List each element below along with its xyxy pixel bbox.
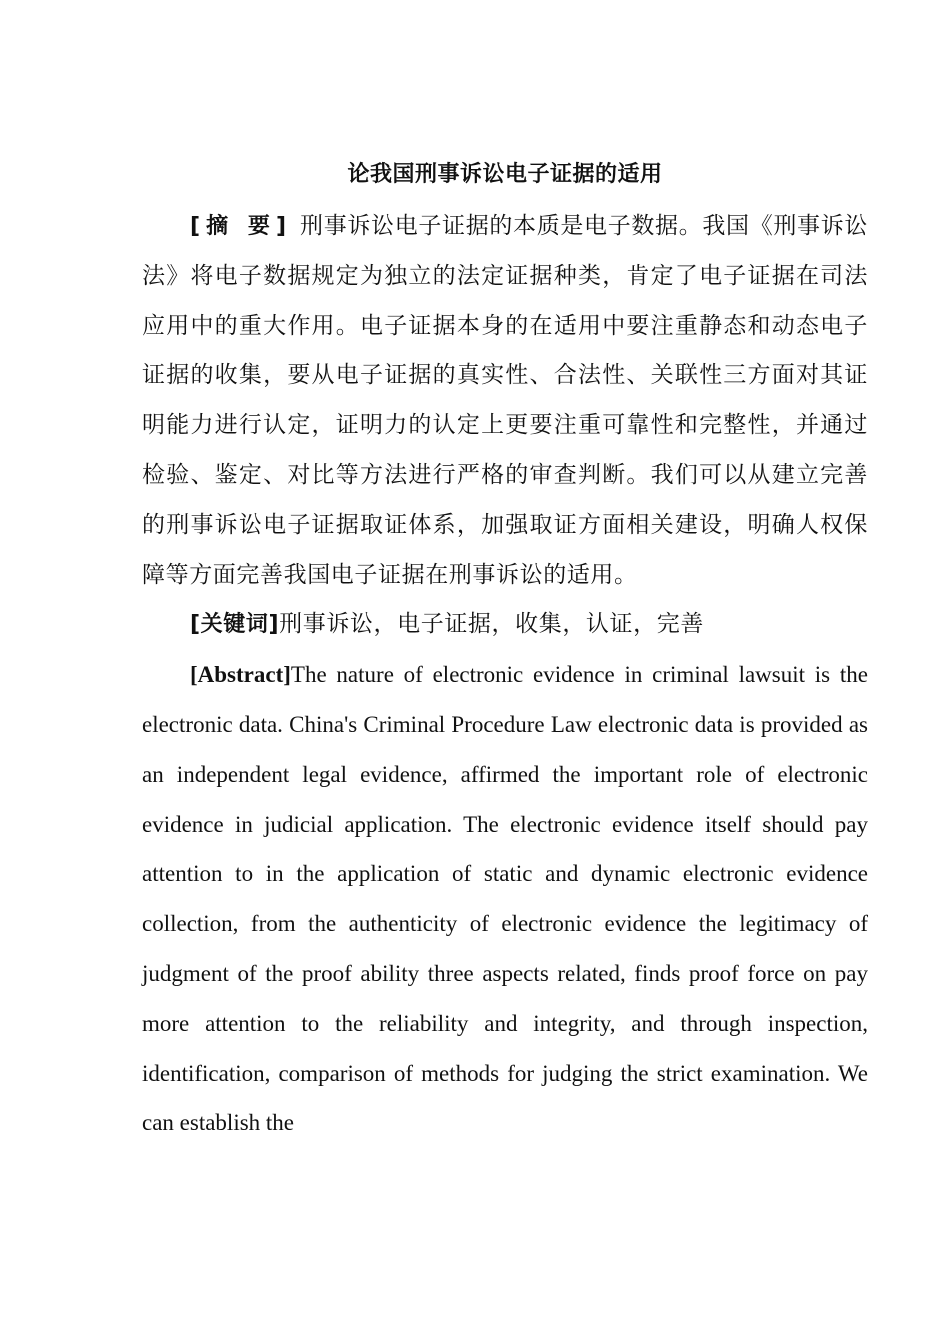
document-title: 论我国刑事诉讼电子证据的适用 (347, 162, 663, 187)
abstract-en-label: [Abstract] (190, 662, 291, 688)
document-page (142, 154, 868, 1148)
abstract-cn-label: [摘 要] (190, 214, 293, 239)
abstract-en-text: The nature of electronic evidence in criminal lawsuit is the electronic data. China's Criminal Procedure Law electronic data is provided as an independent legal evidence, affirmed the important role of electronic evidence in judicial application. The electronic evidence itself should pay attention to in the application of static and dynamic electronic evidence collection, from the authenticity of electronic evidence the legitimacy of judgment of the proof ability three aspects related, finds proof force on pay more attention to the reliability and integrity, and through inspection, identification, comparison of methods for judging the strict examination. We can establish the (142, 662, 868, 1136)
keywords-cn-text: 刑事诉讼，电子证据，收集，认证，完善 (279, 611, 704, 638)
abstract-en-paragraph (142, 650, 868, 1148)
keywords-cn-label: [关键词] (190, 612, 280, 638)
abstract-cn-text: 刑事诉讼电子证据的本质是电子数据。我国《刑事诉讼法》将电子数据规定为独立的法定证据种类，肯定了电子证据在司法应用中的重大作用。电子证据本身的在适用中要注重静态和动态电子证据的收集，要从电子证据的真实性、合法性、关联性三方面对其证明能力进行认定，证明力的认定上更要注重可靠性和完整性，并通过检验、鉴定、对比等方法进行严格的审查判断。我们可以从建立完善的刑事诉讼电子证据取证体系，加强取证方面相关建设，明确人权保障等方面完善我国电子证据在刑事诉讼的适用。 (142, 213, 868, 588)
keywords-cn-paragraph (142, 600, 868, 650)
abstract-cn-paragraph (142, 202, 868, 600)
